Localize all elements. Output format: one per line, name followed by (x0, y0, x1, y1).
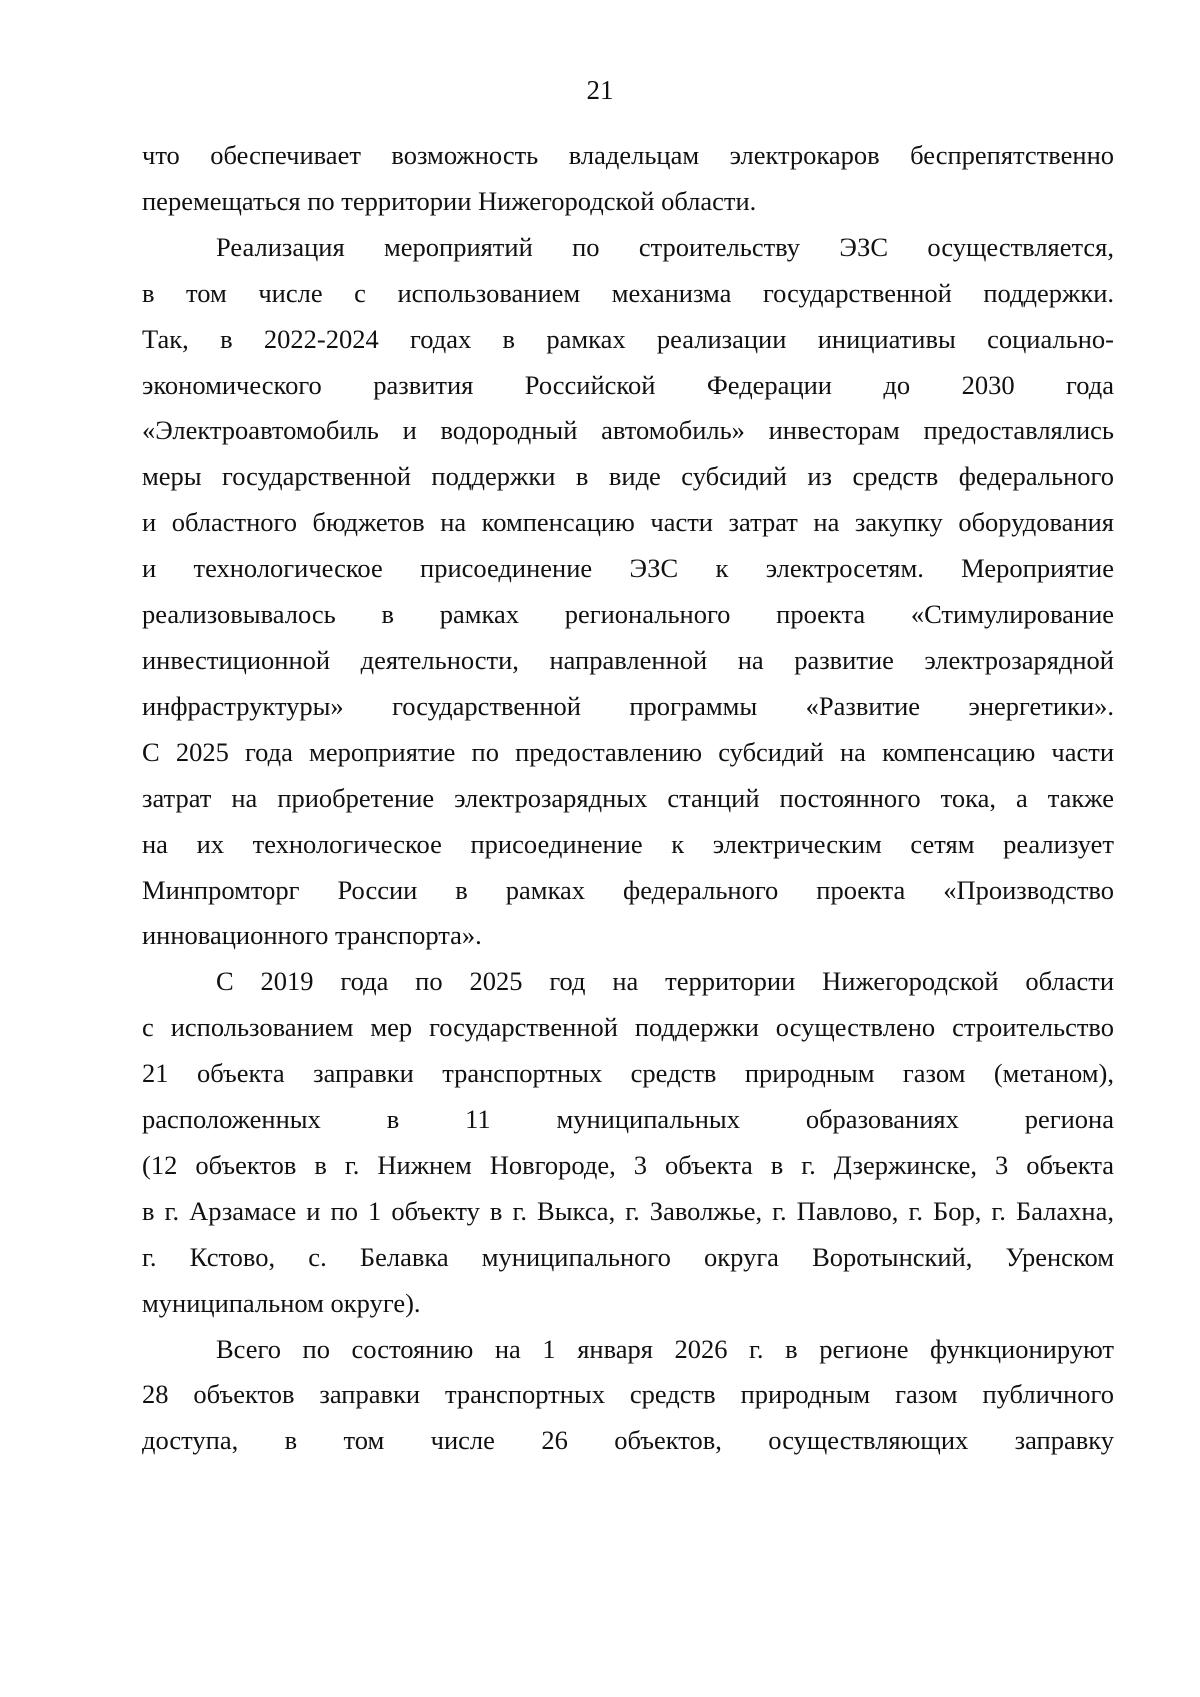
document-body (142, 133, 1114, 1464)
text-line: с использованием мер государственной поддержки осуществлено строительство (142, 1012, 1114, 1043)
text-line: что обеспечивает возможность владельцам электрокаров беспрепятственно (142, 140, 1115, 170)
paragraph-4 (142, 1327, 1114, 1465)
text-line: Реализация мероприятий по строительству ЭЗС осуществляется, (216, 231, 1114, 262)
page-number: 21 (586, 75, 614, 105)
paragraph-3 (142, 959, 1114, 1326)
text-line: Всего по состоянию на 1 января 2026 г. в регионе функционируют (216, 1333, 1114, 1364)
paragraph-2 (142, 225, 1114, 960)
text-line: и технологическое присоединение ЭЗС к электросетям. Мероприятие (142, 553, 1114, 584)
text-line: Минпромторг России в рамках федерального проекта «Производство (142, 874, 1114, 905)
text-line: в г. Арзамасе и по 1 объекту в г. Выкса, г. Заволжье, г. Павлово, г. Бор, г. Балахна, (142, 1195, 1114, 1226)
text-line: доступа, в том числе 26 объектов, осуществляющих заправку (142, 1425, 1114, 1456)
text-line: 21 объекта заправки транспортных средств природным газом (метаном), (142, 1058, 1114, 1089)
text-line: меры государственной поддержки в виде субсидий из средств федерального (142, 461, 1114, 492)
text-line: (12 объектов в г. Нижнем Новгороде, 3 объекта в г. Дзержинске, 3 объекта (142, 1149, 1114, 1180)
text-line: инвестиционной деятельности, направленной на развитие электрозарядной (142, 644, 1114, 675)
text-line: г. Кстово, с. Белавка муниципального округа Воротынский, Уренском (142, 1241, 1114, 1272)
text-line: на их технологическое присоединение к электрическим сетям реализует (142, 828, 1114, 859)
text-line: инфраструктуры» государственной программы «Развитие энергетики». (142, 690, 1115, 721)
text-line: расположенных в 11 муниципальных образованиях региона (142, 1104, 1114, 1135)
text-line: «Электроавтомобиль и водородный автомобиль» инвесторам предоставлялись (142, 415, 1114, 446)
text-line: затрат на приобретение электрозарядных станций постоянного тока, а также (142, 782, 1114, 813)
text-line: Так, в 2022-2024 годах в рамках реализации инициативы социально- (142, 323, 1114, 354)
text-line: 28 объектов заправки транспортных средств природным газом публичного (142, 1379, 1114, 1410)
text-line: С 2019 года по 2025 год на территории Нижегородской области (216, 966, 1115, 997)
text-line: С 2025 года мероприятие по предоставлению субсидий на компенсацию части (142, 736, 1115, 767)
text-line: инновационного транспорта». (142, 920, 482, 951)
paragraph-1 (142, 133, 1114, 225)
text-line: в том числе с использованием механизма государственной поддержки. (142, 277, 1114, 308)
text-line: и областного бюджетов на компенсацию части затрат на закупку оборудования (142, 507, 1114, 538)
text-line: перемещаться по территории Нижегородской области. (142, 185, 757, 216)
text-line: экономического развития Российской Федерации до 2030 года (142, 369, 1114, 400)
text-line: муниципальном округе). (142, 1287, 421, 1318)
text-line: реализовывалось в рамках регионального проекта «Стимулирование (142, 599, 1115, 630)
